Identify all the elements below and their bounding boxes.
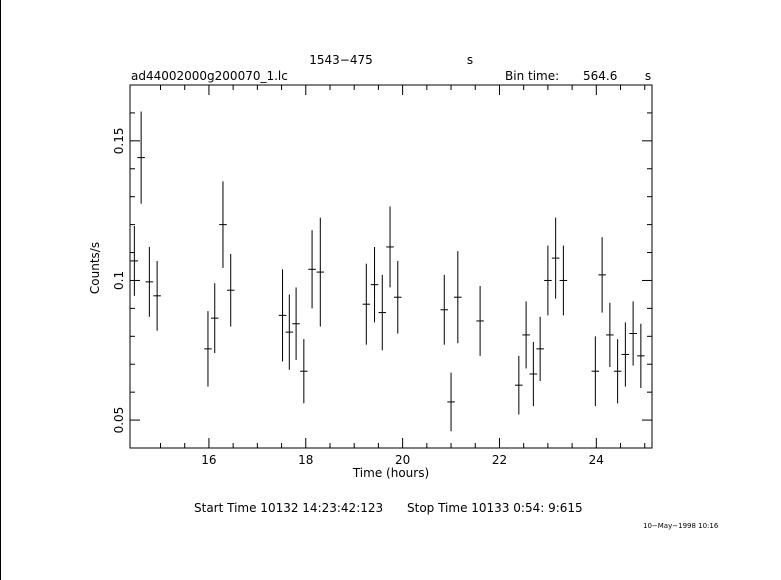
data-point xyxy=(211,283,219,353)
y-tick-labels xyxy=(112,127,126,433)
data-point xyxy=(363,264,371,345)
data-point xyxy=(227,254,235,327)
data-point xyxy=(476,286,484,356)
data-point xyxy=(308,230,316,308)
data-point xyxy=(552,218,560,299)
bin-time-label: Bin time: xyxy=(505,69,560,83)
data-point xyxy=(515,356,523,415)
y-axis-label: Counts/s xyxy=(88,241,102,295)
source-name: 1543−475 xyxy=(309,53,373,67)
file-name: ad44002000g200070_1.lc xyxy=(131,69,288,83)
axis-ticks xyxy=(130,85,652,448)
data-point xyxy=(522,301,530,368)
x-tick-label: 16 xyxy=(201,453,217,467)
data-point xyxy=(622,322,630,386)
data-points xyxy=(131,112,645,432)
data-point xyxy=(394,261,402,334)
y-tick-label: 0.15 xyxy=(112,127,126,155)
data-point xyxy=(447,373,455,432)
data-point xyxy=(300,339,308,403)
x-axis-label: Time (hours) xyxy=(352,466,430,480)
data-point xyxy=(371,247,379,322)
data-point xyxy=(598,237,606,312)
stop-time: Stop Time 10133 0:54: 9:615 xyxy=(407,501,583,515)
data-point xyxy=(146,247,154,317)
data-point xyxy=(204,311,212,386)
plot-frame xyxy=(130,85,652,448)
source-unit: s xyxy=(466,53,474,67)
date-stamp: 10−May−1998 10:16 xyxy=(643,522,719,530)
data-point xyxy=(606,303,614,367)
x-tick-label: 18 xyxy=(298,453,314,467)
data-point xyxy=(536,317,544,381)
y-tick-label: 0.1 xyxy=(112,270,126,291)
data-point xyxy=(153,261,161,331)
data-point xyxy=(279,269,287,361)
start-time: Start Time 10132 14:23:42:123 xyxy=(194,501,384,515)
data-point xyxy=(637,324,645,388)
data-point xyxy=(454,251,462,343)
x-tick-label: 20 xyxy=(394,453,411,467)
data-point xyxy=(137,112,145,204)
data-point xyxy=(530,342,538,406)
bin-time-value: 564.6 xyxy=(583,69,618,83)
data-point xyxy=(379,275,387,350)
x-tick-label: 24 xyxy=(588,453,604,467)
data-point xyxy=(292,287,300,360)
data-point xyxy=(219,181,227,268)
data-point xyxy=(629,301,637,365)
data-point xyxy=(592,336,600,406)
data-point xyxy=(614,339,622,403)
bin-time-unit: s xyxy=(644,69,652,83)
data-point xyxy=(286,294,294,369)
data-point xyxy=(544,246,552,316)
data-point xyxy=(317,218,325,327)
data-point xyxy=(560,246,568,316)
data-point xyxy=(440,275,448,345)
x-tick-label: 22 xyxy=(491,453,508,467)
x-tick-labels xyxy=(201,453,604,467)
data-point xyxy=(131,226,139,296)
data-point xyxy=(386,206,394,287)
y-tick-label: 0.05 xyxy=(112,406,126,434)
